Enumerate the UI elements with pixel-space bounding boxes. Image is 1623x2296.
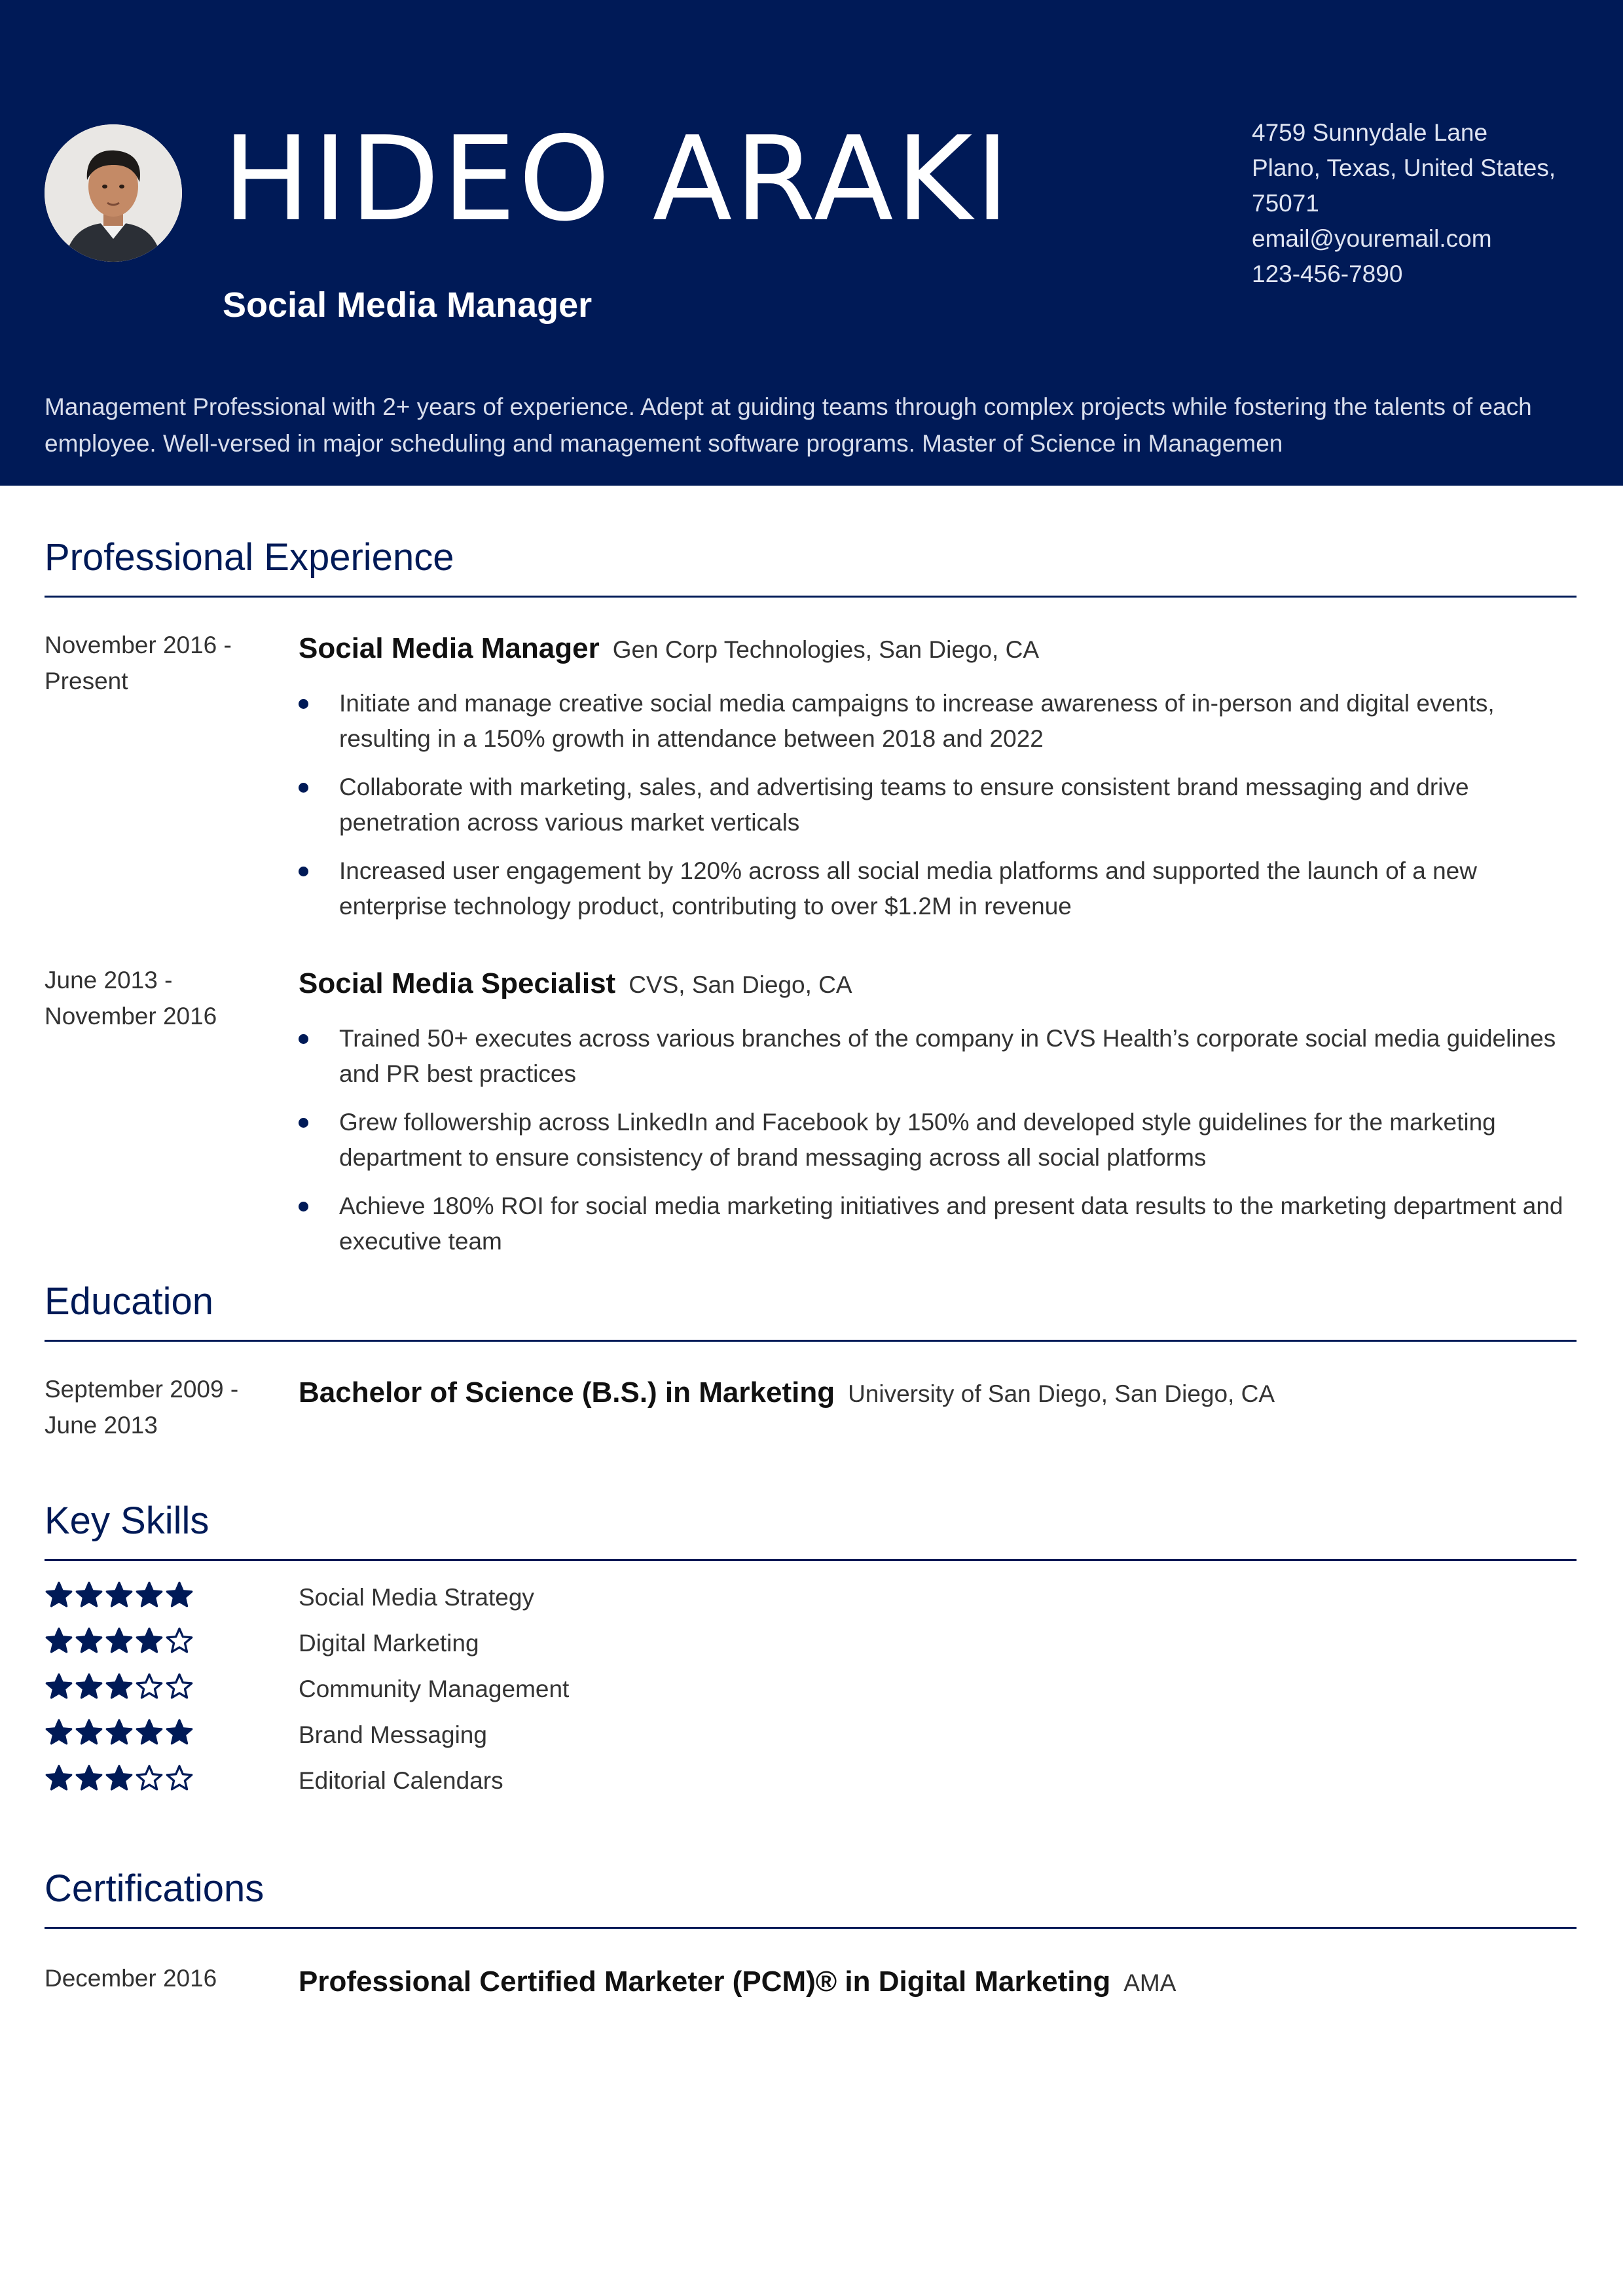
star-empty-icon — [135, 1672, 164, 1701]
skill-name: Editorial Calendars — [299, 1767, 503, 1794]
list-item — [299, 1189, 1575, 1259]
star-filled-icon — [105, 1718, 134, 1747]
section-divider — [45, 596, 1577, 598]
contact-phone[interactable]: 123-456-7890 — [1252, 260, 1403, 287]
candidate-name: HIDEO ARAKI — [223, 111, 1012, 247]
contact-zip: 75071 — [1252, 190, 1319, 217]
star-filled-icon — [75, 1672, 103, 1701]
job-date-start: June 2013 - — [45, 967, 173, 994]
star-filled-icon — [75, 1626, 103, 1655]
avatar — [45, 124, 182, 262]
star-filled-icon — [75, 1764, 103, 1793]
job-date — [45, 627, 232, 699]
bullet-text: Increased user engagement by 120% across all social media platforms and supported the launch of a new enterprise technology product, contributing to over $1.2M in revenue — [339, 857, 1477, 920]
bullet-icon — [299, 1118, 308, 1128]
contact-city: Plano, Texas, United States, — [1252, 154, 1556, 181]
job-bullets — [299, 686, 1575, 937]
job-org: CVS, San Diego, CA — [629, 971, 852, 998]
star-filled-icon — [135, 1581, 164, 1609]
education-date — [45, 1371, 238, 1443]
bullet-icon — [299, 867, 308, 876]
summary: Management Professional with 2+ years of experience. Adept at guiding teams through complex projects while fostering the talents of each employee. Well-versed in major scheduling and management software programs. Master of Science in Managemen — [45, 393, 1532, 457]
list-item — [299, 853, 1575, 924]
star-filled-icon — [105, 1672, 134, 1701]
star-filled-icon — [105, 1581, 134, 1609]
section-title-experience: Professional Experience — [45, 536, 454, 579]
skill-rating — [45, 1718, 195, 1749]
certification-heading — [299, 1965, 1176, 1998]
job-org: Gen Corp Technologies, San Diego, CA — [612, 636, 1040, 663]
job-title: Social Media Manager — [299, 632, 600, 664]
bullet-text: Collaborate with marketing, sales, and advertising teams to ensure consistent brand messaging and drive penetration across various market verticals — [339, 774, 1469, 836]
list-item — [299, 1021, 1575, 1092]
skill-name: Brand Messaging — [299, 1721, 487, 1748]
star-empty-icon — [165, 1626, 194, 1655]
education-school: University of San Diego, San Diego, CA — [848, 1380, 1275, 1407]
bullet-text: Grew followership across LinkedIn and Facebook by 150% and developed style guidelines for the marketing department to ensure consistency of brand messaging across all social platforms — [339, 1109, 1496, 1171]
star-empty-icon — [165, 1672, 194, 1701]
bullet-text: Achieve 180% ROI for social media marketing initiatives and present data results to the marketing department and executive team — [339, 1193, 1563, 1255]
star-filled-icon — [105, 1626, 134, 1655]
skill-rating — [45, 1764, 195, 1795]
star-filled-icon — [45, 1672, 73, 1701]
star-filled-icon — [45, 1581, 73, 1609]
section-title-certifications: Certifications — [45, 1867, 264, 1910]
education-heading — [299, 1376, 1275, 1409]
star-filled-icon — [135, 1718, 164, 1747]
contact-street: 4759 Sunnydale Lane — [1252, 119, 1488, 146]
section-title-skills: Key Skills — [45, 1499, 210, 1542]
section-title-education: Education — [45, 1280, 213, 1323]
certification-issuer: AMA — [1123, 1969, 1176, 1996]
certification-date: December 2016 — [45, 1965, 217, 1992]
certification-name: Professional Certified Marketer (PCM)® in Digital Marketing — [299, 1965, 1111, 1998]
education-date-start: September 2009 - — [45, 1376, 239, 1403]
skill-rating — [45, 1581, 195, 1612]
star-filled-icon — [75, 1581, 103, 1609]
resume-header — [0, 0, 1623, 486]
job-heading — [299, 632, 1039, 665]
job-date-start: November 2016 - — [45, 632, 232, 658]
star-filled-icon — [165, 1718, 194, 1747]
skill-rating — [45, 1672, 195, 1704]
star-filled-icon — [135, 1626, 164, 1655]
bullet-text: Initiate and manage creative social media campaigns to increase awareness of in-person and digital events, resulting in a 150% growth in attendance between 2018 and 2022 — [339, 690, 1495, 752]
job-bullets — [299, 1021, 1575, 1272]
bullet-icon — [299, 783, 308, 793]
education-degree: Bachelor of Science (B.S.) in Marketing — [299, 1376, 835, 1408]
star-filled-icon — [165, 1581, 194, 1609]
star-filled-icon — [105, 1764, 134, 1793]
section-divider — [45, 1340, 1577, 1342]
job-date-end: November 2016 — [45, 1003, 217, 1030]
skill-rating — [45, 1626, 195, 1658]
list-item — [299, 686, 1575, 757]
job-date — [45, 962, 217, 1034]
star-empty-icon — [165, 1764, 194, 1793]
star-filled-icon — [45, 1626, 73, 1655]
section-divider — [45, 1559, 1577, 1561]
bullet-icon — [299, 699, 308, 709]
job-title: Social Media Specialist — [299, 967, 616, 999]
education-date-end: June 2013 — [45, 1412, 158, 1439]
star-empty-icon — [135, 1764, 164, 1793]
star-filled-icon — [45, 1764, 73, 1793]
bullet-icon — [299, 1034, 308, 1044]
bullet-icon — [299, 1202, 308, 1211]
job-date-end: Present — [45, 668, 128, 694]
list-item — [299, 770, 1575, 840]
candidate-role: Social Media Manager — [223, 285, 593, 325]
skill-name: Community Management — [299, 1676, 570, 1702]
section-divider — [45, 1927, 1577, 1929]
star-filled-icon — [75, 1718, 103, 1747]
skill-name: Digital Marketing — [299, 1630, 479, 1657]
list-item — [299, 1105, 1575, 1175]
bullet-text: Trained 50+ executes across various branches of the company in CVS Health’s corporate social media guidelines and PR best practices — [339, 1025, 1556, 1087]
contact-email[interactable]: email@youremail.com — [1252, 225, 1492, 252]
job-heading — [299, 967, 852, 1000]
skill-name: Social Media Strategy — [299, 1584, 534, 1611]
star-filled-icon — [45, 1718, 73, 1747]
contact-block — [1252, 115, 1592, 292]
